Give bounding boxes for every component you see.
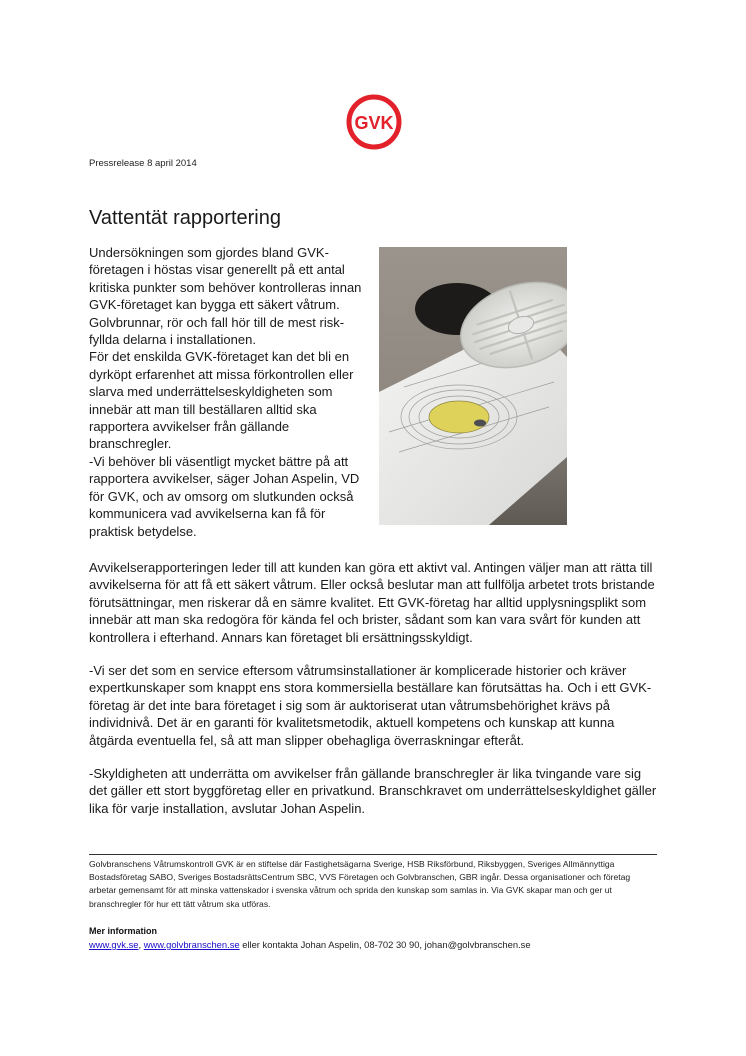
intro-paragraph: För det enskilda GVK-företaget kan det bli en dyrköpt erfarenhet att missa förkontrollen eller slarva med underrättelseskyldigheten som innebär att man till beställaren alltid ska rapportera avvikelser från gällande branschregler. bbox=[89, 349, 354, 452]
page-title: Vattentät rapportering bbox=[89, 207, 281, 229]
body-paragraph: -Vi ser det som en service eftersom våtrumsinstallationer är komplicerade historier och kräver expertkunskaper som knappt ens stora kommersiella beställare kan förutsättas ha. Och i ett GVK-företag är det inte bara företaget i sig som är auktoriserat utan våtrumsbehörighet krävs på individnivå. Det är en garanti för kvalitetsmetodik, aktuell kompetens och kunskap att kunna åtgärda eventuella fel, så att man slipper obehagliga överraskningar efteråt. bbox=[89, 663, 652, 748]
article-body bbox=[89, 559, 661, 833]
svg-text:GVK: GVK bbox=[354, 113, 394, 133]
gvk-logo bbox=[346, 94, 402, 150]
intro-paragraph: Undersökningen som gjordes bland GVK-företagen i höstas visar generellt på ett antal kritiska punkter som behöver kontrolleras innan GVK-företaget kan bygga ett säkert våtrum. Golvbrunnar, rör och fall hör till de mest risk-fyllda delarna i installationen. bbox=[89, 245, 362, 348]
body-paragraph: Avvikelserapporteringen leder till att kunden kan göra ett aktivt val. Antingen väljer man att rätta till avvikelserna för att få ett säkert våtrum. Eller också beslutar man att fullfölja arbetet trots bristande förutsättningar, men riskerar då en sämre kvalitet. Ett GVK-företag har alltid upplysningsplikt som innebär att man ska redogöra för kända fel och brister, sådant som kan vara svårt för kunden att kontrollera i efterhand. Annars kan företaget bli ersättningsskyldigt. bbox=[89, 560, 655, 645]
floor-drain-photo bbox=[379, 247, 567, 525]
footer-about: Golvbranschens Våtrumskontroll GVK är en stiftelse där Fastighetsägarna Sverige, HSB Riksförbund, Riksbyggen, Sveriges Allmännyttiga Bostadsföretag SABO, Sveriges BostadsrättsCentrum SBC, VVS Företagen och Golvbranschen, GBR ingår. Dessa organisationer och företag arbetar gemensamt för att minska vattenskador i svenska våtrum och sprida den kunskap som samlas in. Via GVK skapar man och ger ut branschregler för hur ett tätt våtrum ska utföras. bbox=[89, 859, 631, 909]
intro-text bbox=[89, 244, 364, 540]
more-info-heading: Mer information bbox=[89, 926, 158, 936]
body-paragraph: -Skyldigheten att underrätta om avvikelser från gällande branschregler är lika tvingande vare sig det gäller ett stort byggföretag eller en privatkund. Branschkravet om underrättelseskyldighet gäller lika för varje installation, avslutar Johan Aspelin. bbox=[89, 766, 657, 816]
intro-paragraph: -Vi behöver bli väsentligt mycket bättre på att rapportera avvikelser, säger Johan Aspelin, VD för GVK, och av omsorg om slutkunden också kommunicera vad avvikelserna kan få för praktisk betydelse. bbox=[89, 453, 360, 539]
link-separator: , bbox=[138, 939, 144, 950]
contact-text: eller kontakta Johan Aspelin, 08-702 30 90, johan@golvbranschen.se bbox=[239, 939, 531, 950]
contact-line bbox=[89, 939, 531, 950]
press-release-date: Pressrelease 8 april 2014 bbox=[89, 158, 197, 169]
gvk-link[interactable]: www.gvk.se bbox=[89, 939, 139, 950]
golvbranschen-link[interactable]: www.golvbranschen.se bbox=[143, 939, 240, 950]
footer-divider bbox=[89, 854, 657, 855]
